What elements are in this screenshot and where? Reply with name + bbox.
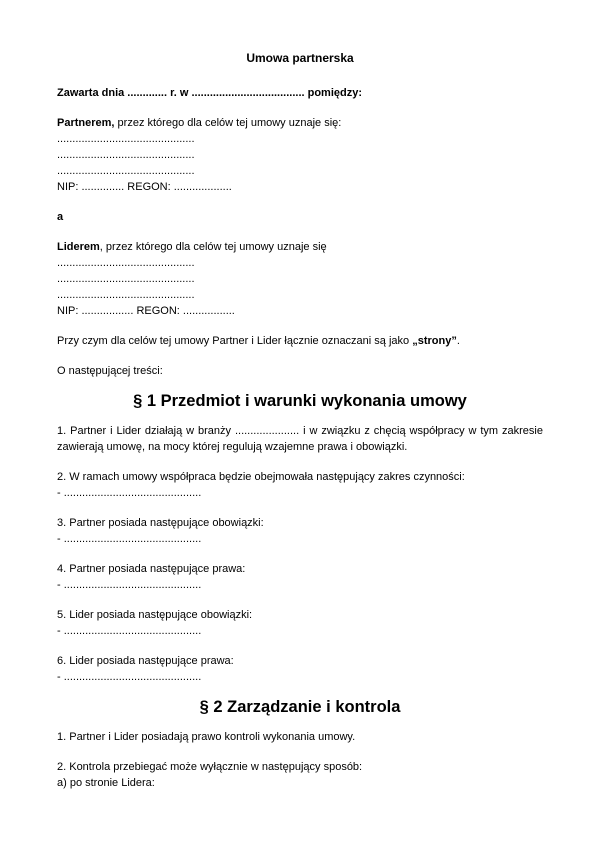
section1-clause-3 [57, 515, 543, 547]
clause-text: 2. Kontrola przebiegać może wyłącznie w następujący sposób: [57, 761, 363, 773]
lider-nip-line: NIP: ................. REGON: ................. [57, 305, 235, 317]
conjunction-a: a [57, 211, 64, 223]
section1-clause-6 [57, 653, 543, 685]
lider-lead-rest: , przez którego dla celów tej umowy uznaje się [99, 241, 327, 253]
section1-clause-1: 1. Partner i Lider działają w branży ..................... i w związku z chęcią współpracy w tym zakresie zawierają umowę, na mocy której regulują wzajemne prawa i obowiązki. [57, 425, 543, 453]
partner-lead-rest: przez którego dla celów tej umowy uznaje się: [114, 117, 342, 129]
section2-heading: § 2 Zarządzanie i kontrola [199, 698, 401, 716]
clause-subitem: a) po stronie Lidera: [57, 777, 155, 789]
strony-line [57, 333, 543, 349]
dotted-line: ............................................. [57, 133, 195, 145]
section2-clause-2 [57, 759, 543, 791]
section1-clause-2 [57, 469, 543, 501]
clause-text: 5. Lider posiada następujące obowiązki: [57, 609, 253, 621]
lider-lead-line [57, 239, 543, 255]
dotted-line: ............................................. [57, 289, 195, 301]
strony-bold: „strony” [412, 335, 457, 347]
clause-text: 2. W ramach umowy współpraca będzie obejmowała następujący zakres czynności: [57, 471, 465, 483]
clause-text: 6. Lider posiada następujące prawa: [57, 655, 234, 667]
partner-lead-line [57, 115, 543, 131]
dotted-line: ............................................. [57, 149, 195, 161]
clause-dotted-item: - ............................................. [57, 579, 202, 591]
dotted-line: ............................................. [57, 257, 195, 269]
partner-block [57, 115, 543, 195]
section2-clause-1: 1. Partner i Lider posiadają prawo kontroli wykonania umowy. [57, 731, 356, 743]
clause-text: 3. Partner posiada następujące obowiązki: [57, 517, 264, 529]
lider-block [57, 239, 543, 319]
section1-clause-5 [57, 607, 543, 639]
strony-after: . [456, 335, 460, 347]
partner-nip-line: NIP: .............. REGON: ................... [57, 181, 232, 193]
partner-lead-bold: Partnerem, [57, 117, 115, 129]
section1-heading: § 1 Przedmiot i warunki wykonania umowy [133, 392, 467, 410]
lider-lead-bold: Liderem [57, 241, 100, 253]
strony-before: Przy czym dla celów tej umowy Partner i Lider łącznie oznaczani są jako [57, 335, 413, 347]
document-title: Umowa partnerska [246, 51, 354, 65]
dotted-line: ............................................. [57, 165, 195, 177]
clause-text: 4. Partner posiada następujące prawa: [57, 563, 246, 575]
clause-dotted-item: - ............................................. [57, 487, 202, 499]
dotted-line: ............................................. [57, 273, 195, 285]
preamble-line: O następującej treści: [57, 365, 163, 377]
clause-dotted-item: - ............................................. [57, 671, 202, 683]
section1-clause-4 [57, 561, 543, 593]
opening-line: Zawarta dnia ............. r. w ..................................... pomiędzy: [57, 87, 363, 99]
clause-dotted-item: - ............................................. [57, 625, 202, 637]
clause-dotted-item: - ............................................. [57, 533, 202, 545]
